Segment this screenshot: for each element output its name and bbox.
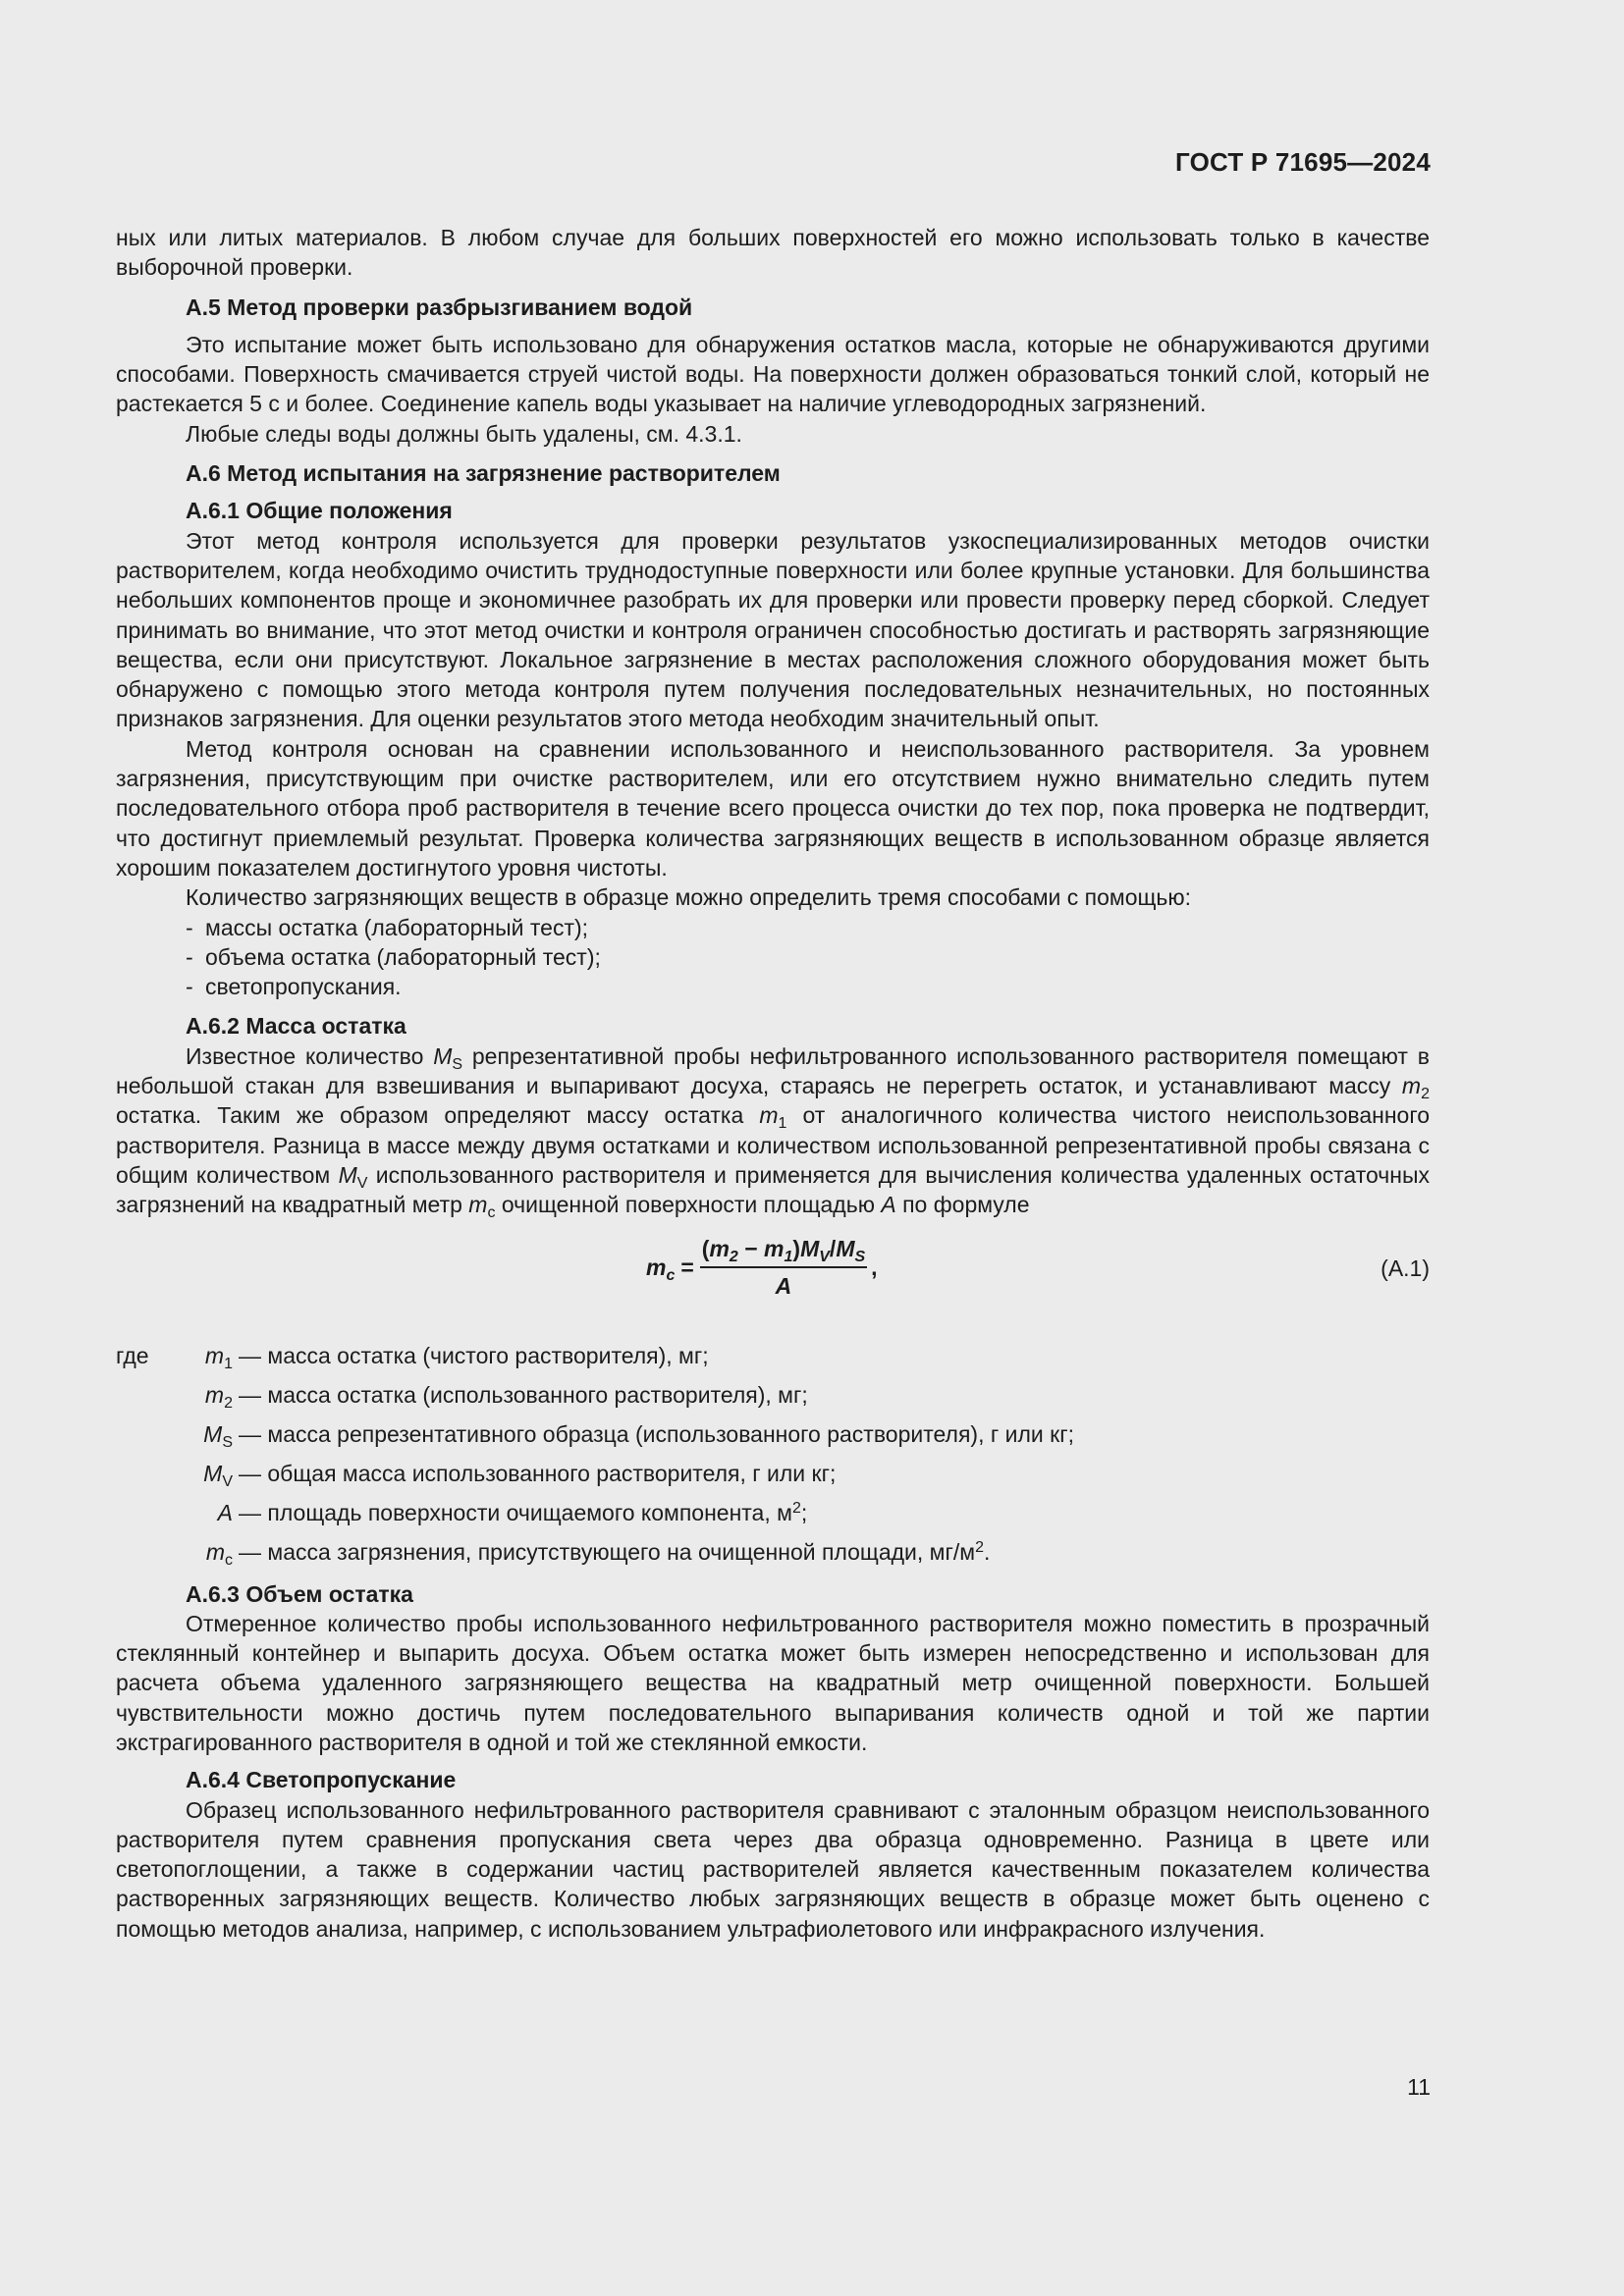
legend-row: $m_2$ — масса остатка (использованного растворителя), мг; [204, 1381, 808, 1412]
list-item: - объема остатка (лабораторный тест); [186, 943, 601, 970]
section-a6-1-paragraph-1: Этот метод контроля используется для проверки результатов узкоспециализированных методов очистки растворителем, когда необходимо очистить труднодоступные поверхности или более крупные установки. Для большинства небольших компонентов проще и экономичнее разобрать их для проверки или провести проверку перед сборкой. Следует принимать во внимание, что этот метод очистки и контроля ограничен способностью достигать и растворять загрязняющие вещества, если они присутствуют. Локальное загрязнение в местах расположения сложного оборудования может быть обнаружено с помощью этого метода контроля путем получения последовательных незначительных, но постоянных признаков загрязнения. Для оценки результатов этого метода необходим значительный опыт. [116, 527, 1430, 732]
formula-number: (А.1) [1380, 1255, 1430, 1281]
section-a5-paragraph-2: Любые следы воды должны быть удалены, см. 4.3.1. [186, 420, 742, 447]
section-a6-3-paragraph: Отмеренное количество пробы использованного нефильтрованного растворителя можно поместить в прозрачный стеклянный контейнер и выпарить досуха. Объем остатка может быть измерен непосредственно и использован для расчета объема удаленного загрязняющего вещества на квадратный метр очищенной поверхности. Большей чувствительности можно достичь путем последовательного выпаривания количеств одной и той же партии экстрагированного растворителя в одной и той же стеклянной емкости. [116, 1610, 1430, 1755]
section-a5-paragraph-1: Это испытание может быть использовано для обнаружения остатков масла, которые не обнаруживаются другими способами. Поверхность смачивается струей чистой воды. На поверхности должен образоваться тонкий слой, который не растекается 5 с и более. Соединение капель воды указывает на наличие углеводородных загрязнений. [116, 331, 1430, 417]
section-a6-4-heading: А.6.4 Светопропускание [186, 1767, 457, 1793]
document-header: ГОСТ Р 71695—2024 [1175, 147, 1431, 177]
section-a6-2-paragraph: Известное количество $M_S$ репрезентативной пробы нефильтрованного использованного растворителя помещают в небольшой стакан для взвешивания и выпаривают досуха, стараясь не перегреть остаток, и устанавливают массу $m_2$ остатка. Таким же образом определяют массу остатка $m_1$ от аналогичного количества чистого неиспользованного растворителя. Разница в массе между двумя остатками и количеством использованной репрезентативной пробы связана с общим количеством $M_V$ использованного растворителя и применяется для вычисления количества удаленных остаточных загрязнений на квадратный метр $m_c$ очищенной поверхности площадью A по формуле [116, 1042, 1431, 1222]
section-a5-heading: А.5 Метод проверки разбрызгиванием водой [186, 294, 693, 320]
formula-expression: $m_c$ = $\frac{(m_2 - m_1)M_V/M_S}{A}$ , [646, 1234, 878, 1302]
list-item: - светопропускания. [186, 974, 402, 1000]
list-item: - массы остатка (лабораторный тест); [186, 914, 589, 940]
formula-a1 [116, 1234, 1430, 1314]
legend-row: где $m_1$ — масса остатка (чистого растворителя), мг; [116, 1342, 709, 1372]
page-number: 11 [1407, 2074, 1431, 2100]
formula-fraction: $\frac{(m_2 - m_1)M_V/M_S}{A}$ [701, 1235, 866, 1299]
legend-row: $m_c$ — масса загрязнения, присутствующего на очищенной площади, $мг/м^2$. [205, 1538, 991, 1569]
legend-row: $M_S$ — масса репрезентативного образца (использованного растворителя), г или кг; [203, 1420, 1074, 1451]
intro-paragraph: ных или литых материалов. В любом случае для больших поверхностей его можно использовать только в качестве выборочной проверки. [116, 225, 1430, 281]
section-a6-3-heading: А.6.3 Объем остатка [186, 1580, 413, 1607]
section-a6-1-heading: А.6.1 Общие положения [186, 498, 453, 524]
section-a6-4-paragraph: Образец использованного нефильтрованного растворителя сравнивают с эталонным образцом неиспользованного растворителя путем сравнения пропускания света через два образца одновременно. Разница в цвете или светопоглощении, а также в содержании частиц растворителей является качественным показателем количества растворенных загрязняющих веществ. Количество любых загрязняющих веществ в образце может быть оценено с помощью методов анализа, например, с использованием ультрафиолетового или инфракрасного излучения. [116, 1796, 1430, 1942]
legend-row: A — площадь поверхности очищаемого компонента, $м^2$; [217, 1499, 808, 1525]
document-body [116, 223, 1430, 1944]
section-a6-2-heading: А.6.2 Масса остатка [186, 1013, 406, 1040]
section-a6-1-paragraph-3: Количество загрязняющих веществ в образце можно определить тремя способами с помощью: [186, 884, 1192, 911]
section-a6-heading: А.6 Метод испытания на загрязнение растворителем [186, 460, 781, 487]
legend-row: $M_V$ — общая масса использованного растворителя, г или кг; [203, 1460, 837, 1490]
section-a6-1-paragraph-2: Метод контроля основан на сравнении использованного и неиспользованного растворителя. За уровнем загрязнения, присутствующим при очистке растворителем, или его отсутствием нужно внимательно следить путем последовательного отбора проб растворителя в течение всего процесса очистки до тех пор, пока проверка не подтвердит, что достигнут приемлемый результат. Проверка количества загрязняющих веществ в использованном образце является хорошим показателем достигнутого уровня чистоты. [116, 735, 1430, 881]
formula-legend [116, 1336, 1430, 1572]
